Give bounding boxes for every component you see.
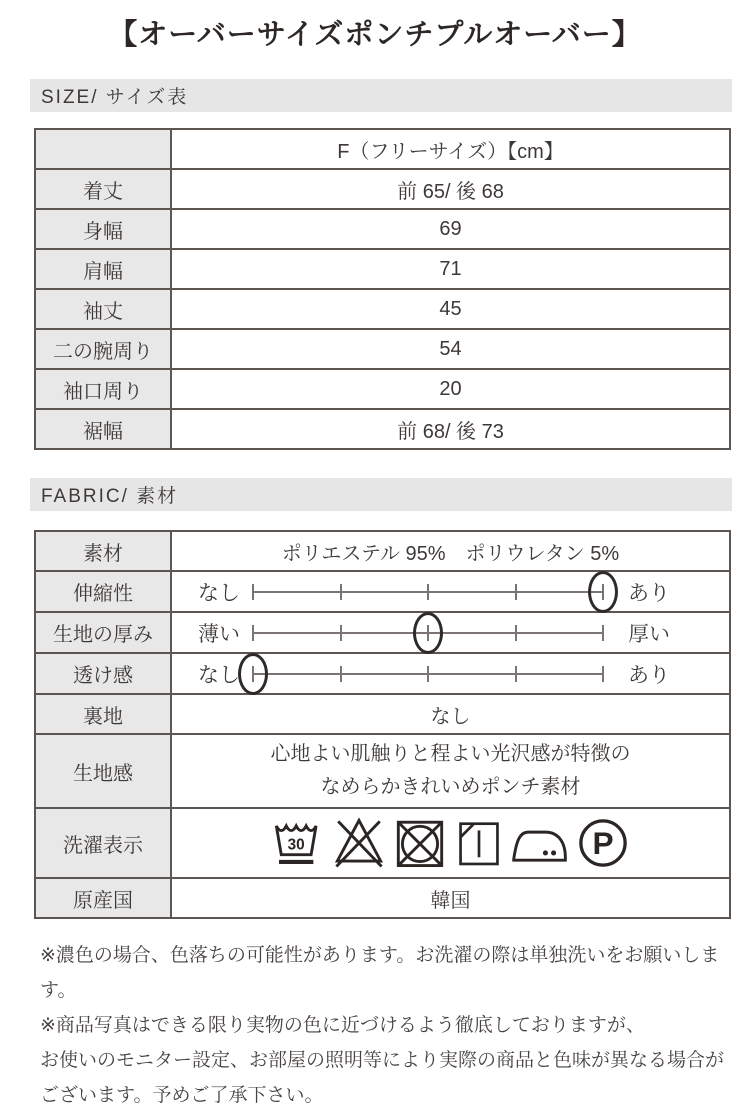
scale-marker-circle [238,653,268,695]
row-label: 袖口周り [35,369,171,409]
iron-medium-icon [510,814,570,872]
note-line: ※商品写真はできる限り実物の色に近づけるよう徹底しておりますが、 [40,1015,645,1036]
row-label: 伸縮性 [35,571,171,612]
table-row [35,369,730,409]
texture-description: 心地よい肌触りと程よい光沢感が特徴の なめらかきれいめポンチ素材 [270,743,631,798]
scale-track [253,654,603,693]
row-label: 生地の厚み [35,612,171,653]
fabric-section-heading: FABRIC/ 素材 [41,486,179,507]
row-label: 透け感 [35,653,171,694]
table-row [35,249,730,289]
sheerness-scale [172,654,729,693]
wash-30-mild-icon [270,814,326,872]
svg-text:30: 30 [287,836,305,854]
origin-value: 韓国 [171,878,730,918]
texture-row [35,734,730,808]
note-line: ※濃色の場合、色落ちの可能性があります。お洗濯の際は単独洗いをお願いします。 [40,945,720,1001]
scale-left-label: なし [198,581,240,605]
table-row [35,289,730,329]
row-label: 洗濯表示 [35,808,171,878]
do-not-bleach-icon [331,814,387,872]
row-label: 原産国 [35,878,171,918]
row-value: 71 [171,249,730,289]
scale-left-label: なし [198,663,240,687]
row-label: 裏地 [35,694,171,734]
row-value: 前 65/ 後 68 [171,169,730,209]
disclaimer-notes [40,938,742,1113]
size-header-cell: F（フリーサイズ）【cm】 [171,129,730,169]
do-not-tumble-dry-icon [392,814,448,872]
row-value: 69 [171,209,730,249]
scale-right-label: あり [628,581,670,605]
scale-left-label: 薄い [198,622,240,646]
care-symbols [172,814,729,872]
note-line: お使いのモニター設定、お部屋の照明等により実際の商品と色味が異なる場合が [40,1050,725,1071]
scale-marker-circle [588,571,618,613]
size-header-empty-cell [35,129,171,169]
page-title: 【オーバーサイズポンチプルオーバー】 [108,19,642,51]
lining-value: なし [171,694,730,734]
scale-right-label: 厚い [628,622,670,646]
row-label: 二の腕周り [35,329,171,369]
row-label: 生地感 [35,734,171,808]
row-value: 20 [171,369,730,409]
row-label: 裾幅 [35,409,171,449]
row-label: 肩幅 [35,249,171,289]
row-value: 54 [171,329,730,369]
fabric-table [34,530,731,919]
material-value: ポリエステル 95% ポリウレタン 5% [171,531,730,571]
note-line: ございます。予めご了承下さい。 [40,1085,324,1106]
thickness-scale [172,613,729,652]
row-label: 身幅 [35,209,171,249]
row-value: 前 68/ 後 73 [171,409,730,449]
care-symbols-row [35,808,730,878]
size-table-header-row [35,129,730,169]
hang-dry-in-shade-icon [453,814,505,872]
size-table [34,128,731,450]
size-section-header [30,79,732,112]
scale-marker-circle [413,612,443,654]
size-section-heading: SIZE/ サイズ表 [41,87,189,108]
thickness-scale-row [35,612,730,653]
sheerness-scale-row [35,653,730,694]
stretch-scale-row [35,571,730,612]
row-label: 素材 [35,531,171,571]
table-row [35,169,730,209]
table-row [35,329,730,369]
row-value: 45 [171,289,730,329]
scale-right-label: あり [628,663,670,687]
scale-track [253,572,603,611]
svg-text:P: P [592,824,614,861]
scale-track [253,613,603,652]
material-row [35,531,730,571]
row-label: 袖丈 [35,289,171,329]
lining-row [35,694,730,734]
product-spec-page [0,12,750,1106]
fabric-section-header [30,478,732,511]
table-row [35,209,730,249]
table-row [35,409,730,449]
origin-row [35,878,730,918]
dry-clean-p-icon [575,814,631,872]
stretch-scale [172,572,729,611]
row-label: 着丈 [35,169,171,209]
